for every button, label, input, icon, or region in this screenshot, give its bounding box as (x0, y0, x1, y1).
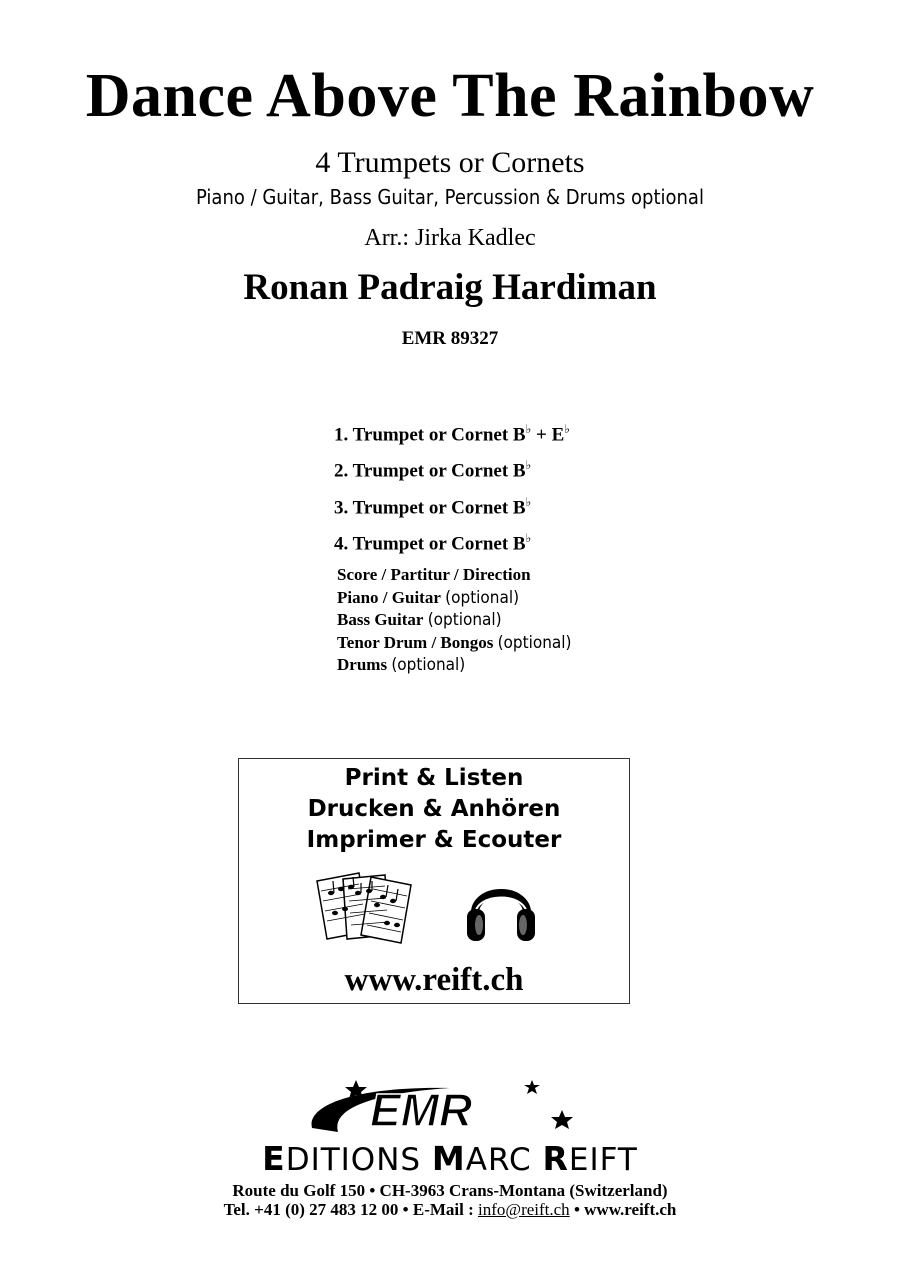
extra-item: Bass Guitar (optional) (337, 610, 502, 630)
svg-text:EMR: EMR (370, 1084, 473, 1136)
sheet-music-icon (313, 867, 423, 945)
extra-item: Drums (optional) (337, 655, 466, 675)
extras-list (337, 564, 572, 677)
promo-line-de: Drucken & Anhören (307, 796, 561, 822)
composer: Ronan Padraig Hardiman (243, 267, 657, 308)
publisher-contact: Tel. +41 (0) 27 483 12 00 • E-Mail : info@reift.ch • www.reift.ch (223, 1200, 677, 1219)
extra-item: Score / Partitur / Direction (337, 565, 531, 584)
arranger: Arr.: Jirka Kadlec (364, 225, 536, 251)
email-link[interactable]: info@reift.ch (478, 1200, 570, 1219)
promo-line-en: Print & Listen (344, 765, 524, 791)
promo-url[interactable]: www.reift.ch (344, 962, 524, 998)
promo-line-fr: Imprimer & Ecouter (306, 827, 562, 853)
publisher-name: EDITIONS MARC REIFT (262, 1139, 638, 1178)
part-item: 2. Trumpet or Cornet B♭ (334, 458, 532, 482)
publisher-address: Route du Golf 150 • CH-3963 Crans-Montana (Switzerland) (232, 1181, 668, 1200)
parts-list (334, 414, 570, 559)
headphones-icon (465, 869, 537, 945)
instrumentation: Piano / Guitar, Bass Guitar, Percussion & Drums optional (196, 185, 704, 209)
extra-item: Piano / Guitar (optional) (337, 587, 520, 608)
print-listen-box (238, 758, 630, 1004)
extra-item: Tenor Drum / Bongos (optional) (337, 632, 572, 653)
title: Dance Above The Rainbow (85, 62, 815, 130)
subtitle: 4 Trumpets or Cornets (315, 146, 585, 179)
part-item: 4. Trumpet or Cornet B♭ (334, 530, 532, 555)
part-item: 1. Trumpet or Cornet B♭ + E♭ (334, 422, 570, 446)
catalog-number: EMR 89327 (401, 328, 499, 349)
emr-logo (300, 1074, 600, 1144)
part-item: 3. Trumpet or Cornet B♭ (334, 494, 532, 518)
